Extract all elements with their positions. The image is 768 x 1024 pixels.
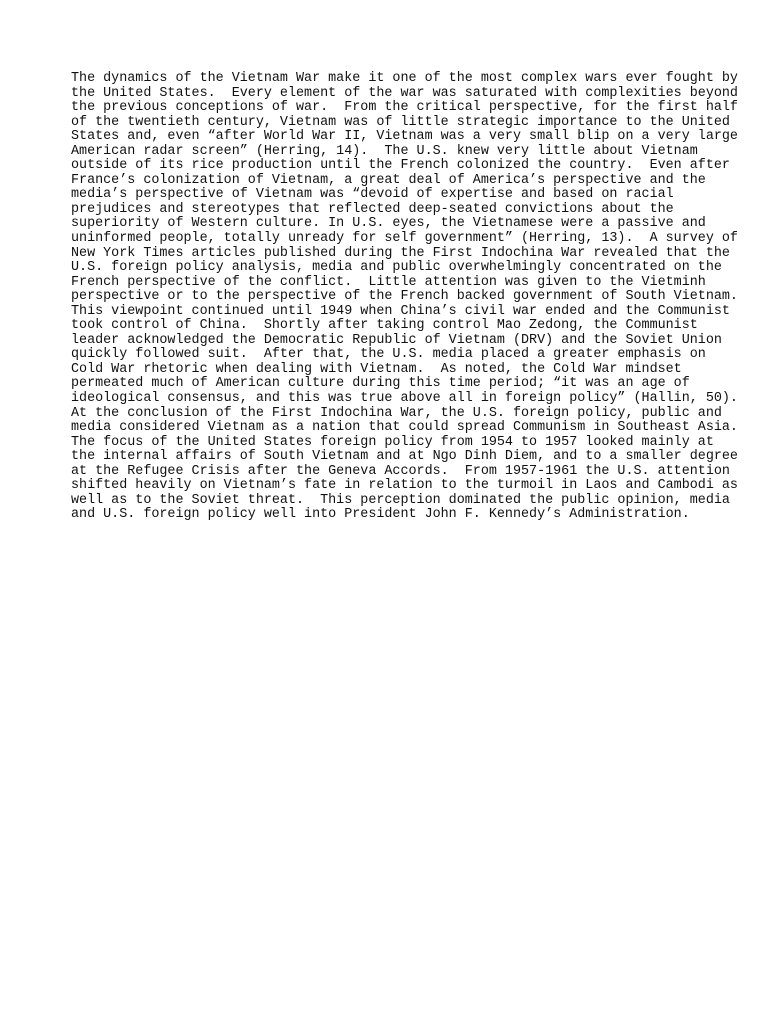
- document-body: [71, 72, 751, 523]
- text-line: At the conclusion of the First Indochina War, the U.S. foreign policy, public and: [71, 405, 722, 421]
- text-line: well as to the Soviet threat. This perception dominated the public opinion, media: [71, 492, 730, 508]
- text-line: at the Refugee Crisis after the Geneva Accords. From 1957-1961 the U.S. attention: [71, 463, 730, 479]
- text-line: The dynamics of the Vietnam War make it one of the most complex wars ever fought by: [71, 71, 738, 86]
- text-line: States and, even “after World War II, Vietnam was a very small blip on a very large: [71, 129, 738, 145]
- text-line: the previous conceptions of war. From the critical perspective, for the first half: [71, 100, 738, 116]
- text-line: and U.S. foreign policy well into President John F. Kennedy’s Administration.: [71, 507, 690, 523]
- text-line: shifted heavily on Vietnam’s fate in relation to the turmoil in Laos and Cambodi as: [71, 478, 738, 494]
- text-line: The focus of the United States foreign policy from 1954 to 1957 looked mainly at: [71, 434, 714, 450]
- text-line: Cold War rhetoric when dealing with Vietnam. As noted, the Cold War mindset: [71, 361, 682, 377]
- text-line: of the twentieth century, Vietnam was of little strategic importance to the United: [71, 114, 730, 130]
- text-line: ideological consensus, and this was true above all in foreign policy” (Hallin, 50).: [71, 391, 738, 407]
- text-line: American radar screen” (Herring, 14). The U.S. knew very little about Vietnam: [71, 143, 698, 159]
- text-line: New York Times articles published during the First Indochina War revealed that the: [71, 245, 730, 261]
- text-line: media considered Vietnam as a nation that could spread Communism in Southeast Asia.: [71, 420, 738, 436]
- text-line: This viewpoint continued until 1949 when China’s civil war ended and the Communist: [71, 303, 730, 319]
- text-line: the United States. Every element of the war was saturated with complexities beyond: [71, 85, 738, 101]
- text-line: perspective or to the perspective of the French backed government of South Vietnam.: [71, 289, 738, 305]
- text-line: outside of its rice production until the French colonized the country. Even after: [71, 158, 730, 174]
- text-line: uninformed people, totally unready for self government” (Herring, 13). A survey of: [71, 231, 738, 247]
- text-line: superiority of Western culture. In U.S. eyes, the Vietnamese were a passive and: [71, 216, 706, 232]
- text-line: took control of China. Shortly after taking control Mao Zedong, the Communist: [71, 318, 698, 334]
- text-line: U.S. foreign policy analysis, media and public overwhelmingly concentrated on the: [71, 260, 722, 276]
- text-line: quickly followed suit. After that, the U.S. media placed a greater emphasis on: [71, 347, 706, 363]
- text-line: leader acknowledged the Democratic Republic of Vietnam (DRV) and the Soviet Union: [71, 332, 722, 348]
- text-line: media’s perspective of Vietnam was “devoid of expertise and based on racial: [71, 187, 674, 203]
- text-line: permeated much of American culture during this time period; “it was an age of: [71, 376, 690, 392]
- text-line: France’s colonization of Vietnam, a great deal of America’s perspective and the: [71, 172, 706, 188]
- text-line: French perspective of the conflict. Little attention was given to the Vietminh: [71, 274, 706, 290]
- text-line: the internal affairs of South Vietnam and at Ngo Dinh Diem, and to a smaller degree: [71, 449, 738, 465]
- text-line: prejudices and stereotypes that reflected deep-seated convictions about the: [71, 201, 674, 217]
